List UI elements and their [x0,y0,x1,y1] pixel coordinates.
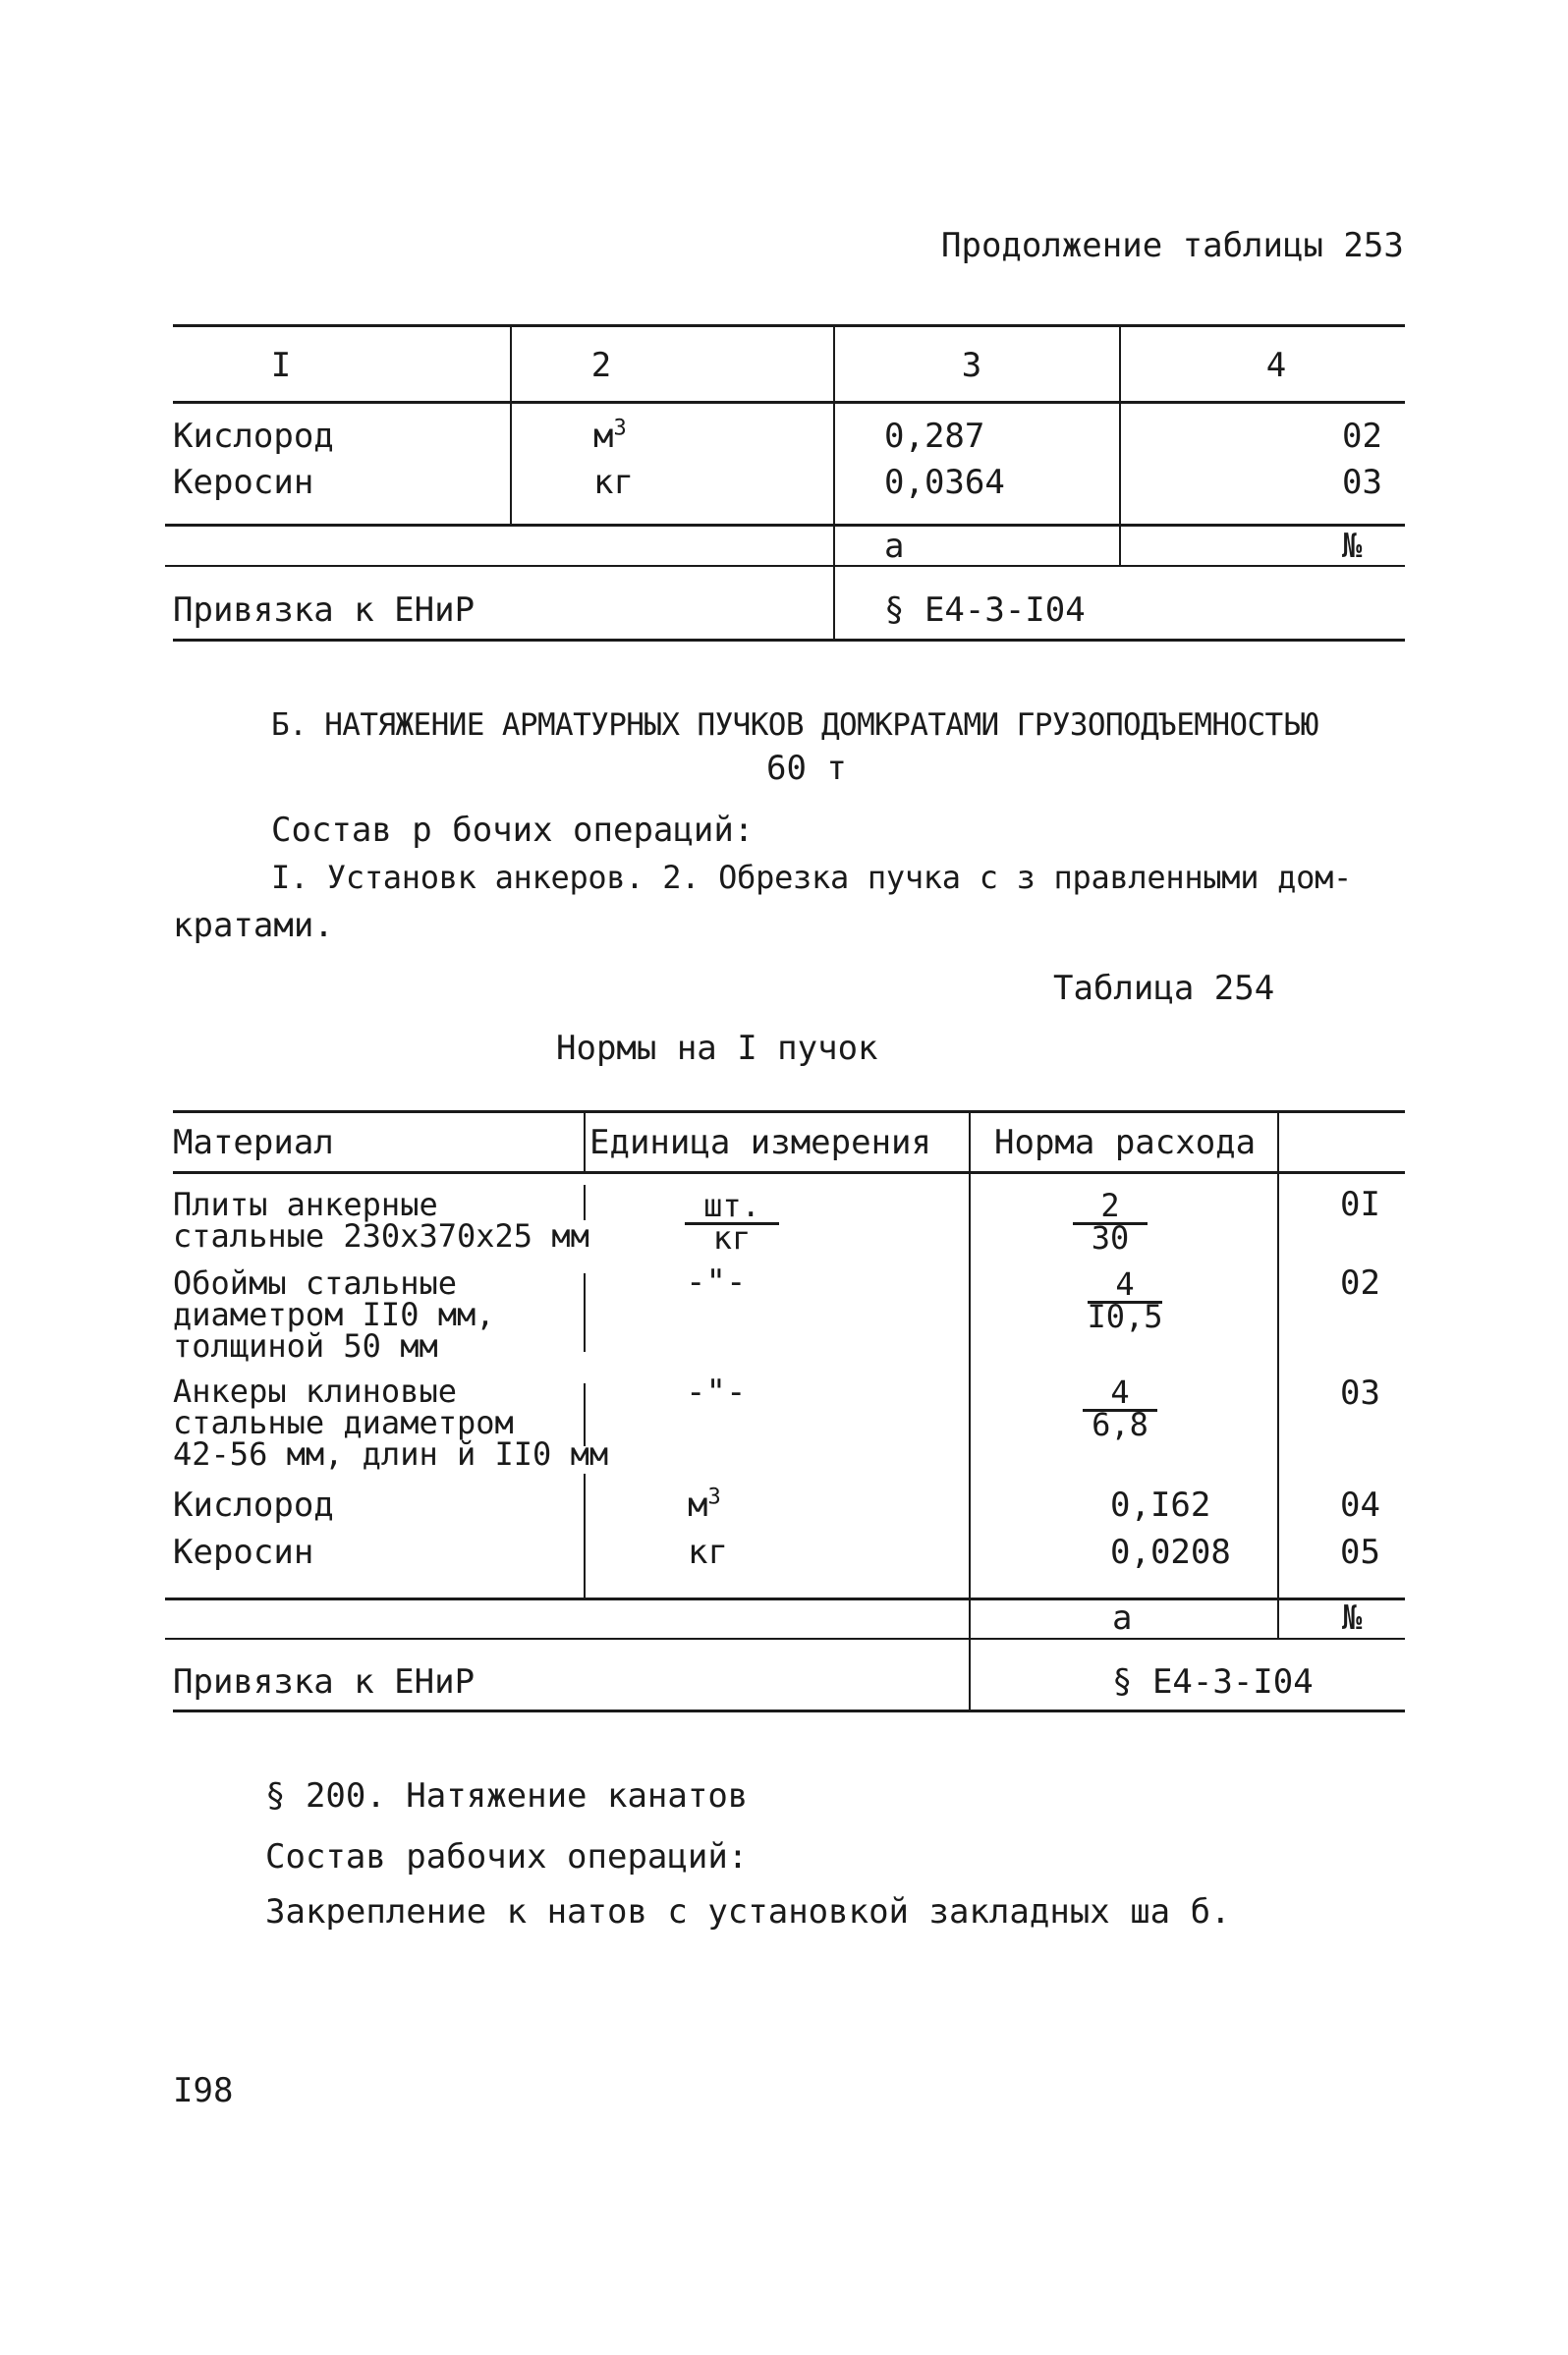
row-code: 04 [1340,1486,1380,1525]
norm-num: 4 [1083,1375,1157,1412]
row-code: 03 [1342,463,1382,502]
table254-header-unit: Единица измерения [589,1123,931,1162]
table253-header-4: 4 [1265,346,1287,385]
ops-line1: I. Установк анкеров. 2. Обрезка пучка с з правленными дом- [271,859,1353,896]
row-unit: кг [688,1533,728,1572]
binding-value: § Е4-3-I04 [884,590,1086,630]
row-value: 0,0364 [884,463,1005,502]
ops2-line1: Закрепление к натов с установкой закладных ша б. [265,1892,1231,1932]
row-unit [593,417,627,456]
ops-line2: кратами. [173,906,334,945]
footer-col-no: № [1342,527,1363,566]
section-b-title-line1: Б. НАТЯЖЕНИЕ АРМАТУРНЫХ ПУЧКОВ ДОМКРАТАМИ ГРУЗОПОДЪЕМНОСТЬЮ [271,707,1318,743]
section-b-title-line2: 60 т [766,749,847,788]
page-number: I98 [173,2071,234,2110]
row-norm-fraction [1071,1189,1149,1255]
continuation-title: Продолжение таблицы 253 [941,226,1404,265]
unit-num: шт. [685,1189,779,1225]
table254-label: Таблица 254 [1053,969,1275,1008]
unit-sup: 3 [707,1485,721,1510]
row-norm-fraction [1081,1375,1159,1441]
unit-base: м [688,1486,708,1525]
ops2-heading: Состав рабочих операций: [265,1837,749,1877]
row-unit [593,463,634,502]
row-norm: 0,0208 [1110,1533,1231,1572]
norm-den: 6,8 [1092,1406,1148,1443]
row-code: 02 [1342,417,1382,456]
table254-header-material: Материал [173,1123,334,1162]
row-name: Керосин [173,463,314,502]
table253-header-2: 2 [590,346,612,385]
norm-num: 2 [1073,1189,1148,1225]
row-name: Плиты анкерные стальные 230х370х25 мм [173,1186,589,1255]
row-name: Кислород [173,1486,334,1525]
row-name: Кислород [173,417,334,456]
table254-caption: Нормы на I пучок [556,1029,878,1068]
footer-col-a: а [1112,1598,1133,1638]
row-unit: -"- [686,1373,747,1412]
row-code: 05 [1340,1533,1380,1572]
row-code: 0I [1340,1185,1380,1224]
row-norm: 0,I62 [1110,1486,1211,1525]
binding-value: § Е4-3-I04 [1112,1662,1314,1702]
binding-label: Привязка к ЕНиР [173,590,476,630]
footer-col-no: № [1342,1598,1363,1638]
unit-sup: 3 [613,416,627,441]
norm-den: I0,5 [1087,1298,1163,1335]
ops-heading: Состав р бочих операций: [271,811,755,850]
unit-base: кг [593,463,634,502]
row-name: Обоймы стальные диаметром II0 мм, толщиной 50 мм [173,1264,495,1365]
footer-col-a: а [884,527,905,566]
table253-header-3: 3 [961,346,982,385]
norm-den: 30 [1091,1219,1130,1257]
row-unit [688,1486,721,1525]
section-200-title: § 200. Натяжение канатов [265,1776,749,1816]
row-norm-fraction [1081,1267,1169,1333]
unit-den: кг [712,1219,752,1257]
table254-header-norm: Норма расхода [994,1123,1257,1162]
row-name: Анкеры клиновые стальные диаметром 42-56 мм, длин й II0 мм [173,1373,609,1473]
row-code: 03 [1340,1374,1380,1413]
table253-header-1: I [270,346,292,385]
unit-base: м [593,417,614,456]
row-unit: -"- [686,1262,747,1302]
row-value: 0,287 [884,417,985,456]
row-unit-fraction [678,1189,786,1255]
row-name: Керосин [173,1533,314,1572]
row-code: 02 [1340,1263,1380,1303]
binding-label: Привязка к ЕНиР [173,1662,476,1702]
norm-num: 4 [1088,1267,1162,1304]
